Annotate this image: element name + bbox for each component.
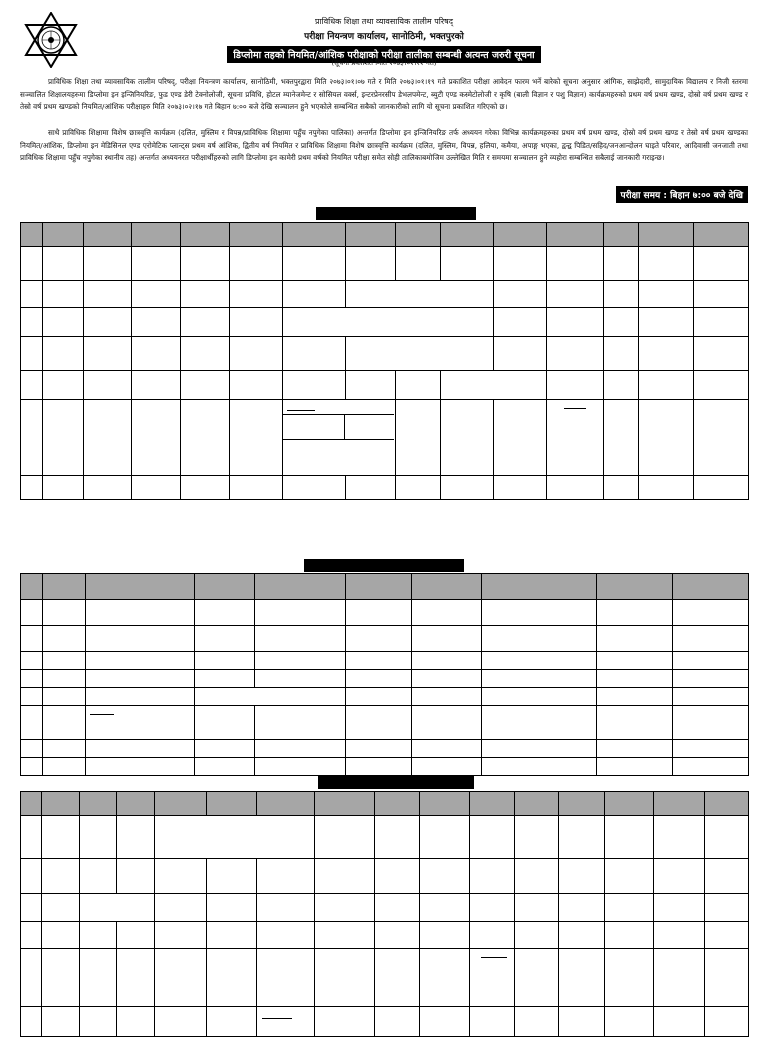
table-row	[21, 337, 749, 371]
table-row	[21, 688, 749, 706]
notice-paragraph-2: साथै प्राविधिक शिक्षामा विशेष छात्रवृत्ति कार्यक्रम (दलित, मुस्लिम र विपन्न/प्राविधिक शिक्षामा पहुँच नपुगेका पालिका) अन्तर्गत डिप्लोमा इन इन्जिनियरिङ तर्फ अध्ययन गरेका विभिन्न कार्यक्रमहरुका प्रथम वर्ष प्रथम खण्ड, दोस्रो वर्ष प्रथम खण्ड र तेस्रो वर्ष प्रथम खण्डका नियमित/आंशिक, डिप्लोमा इन मेडिसिनल एण्ड एरोमेटिक प्लान्ट्स प्रथम वर्ष आंशिक, द्वितीय वर्ष नियमित र प्राविधिक शिक्षामा विशेष छात्रवृत्ति कार्यक्रम (दलित, मुस्लिम, विपन्न, हलिया, कमैया, अपाङ्ग भएका, द्वन्द्व पिडित/सहिद/जनआन्दोलन घाइते परिवार, आदिवासी जनजाती तथा प्राविधिक शिक्षामा पहुँच नपुगेका स्थानीय तह) अन्तर्गत अध्ययनरत परीक्षार्थीहरुको लागि डिप्लोमा इन कामेरी प्रथम वर्षको नियमित परीक्षा समेत सोही तालिकाबमोजिम उल्लेखित मिति र समयमा सञ्चालन हुने व्यहोरा सम्बन्धित सबैलाई जानकारी गराइन्छ।	[20, 128, 748, 162]
table-row	[21, 1007, 749, 1037]
office-line: परीक्षा नियन्त्रण कार्यालय, सानोठिमी, भक्तपुरको	[304, 32, 464, 42]
table-row	[21, 816, 749, 859]
table-row	[21, 740, 749, 758]
dash-mark	[90, 714, 114, 715]
dash-mark	[262, 1018, 292, 1019]
table-row	[21, 706, 749, 740]
cell-divider	[344, 414, 345, 439]
table-row	[21, 371, 749, 400]
exam-schedule-table-2	[20, 573, 749, 776]
dash-mark	[287, 410, 315, 411]
cell-divider	[282, 439, 394, 440]
table-row	[21, 574, 749, 600]
table-1-title-bar	[316, 207, 476, 220]
cell-divider	[282, 414, 394, 415]
table-row	[21, 758, 749, 776]
table-row	[21, 859, 749, 894]
notice-paragraph-1: प्राविधिक शिक्षा तथा व्यावसायिक तालीम परिषद्, परीक्षा नियन्त्रण कार्यालय, सानोठिमी, भक्तपुरद्वारा मिति २०७३।०१।०७ गते र मिति २०७३।०१।१९ गते प्रकाशित परीक्षा आवेदन फारम भर्ने बारेको सूचना अनुसार आंगिक, साझेदारी, सामुदायिक विद्यालय र निजी स्तरमा सञ्चालित शिक्षालयहरुमा डिप्लोमा इन इन्जिनियरिङ, फुड एण्ड डेरी टेक्नोलोजी, सूचना प्रविधि, होटल म्यानेजमेन्ट र सोसियल वर्क्स, इन्टरप्रेनरसीप डेभलपमेन्ट, ब्युटी एण्ड कस्मेटोलोजी र कृषि (बाली विज्ञान र पशु विज्ञान) कार्यक्रमहरुको प्रथम वर्ष प्रथम खण्ड, दोस्रो वर्ष प्रथम खण्ड र तेस्रो वर्ष प्रथम खण्डको नियमित/आंशिक परीक्षाहरु मिति २०७३।०२।१७ गते बिहान ७:०० बजे देखि सञ्चालन हुने भएकोले सम्बन्धित सबैको जानकारीको लागि यो सूचना प्रकाशित गरिएको छ।	[20, 77, 748, 111]
table-row	[21, 223, 749, 247]
table-row	[21, 308, 749, 337]
table-row	[21, 400, 749, 476]
exam-schedule-table-3	[20, 791, 749, 1037]
dash-mark	[564, 408, 586, 409]
table-row	[21, 600, 749, 626]
table-row	[21, 281, 749, 308]
exam-schedule-table-1	[20, 222, 749, 500]
table-row	[21, 949, 749, 1007]
exam-time-box: परीक्षा समय : बिहान ७:०० बजे देखि	[616, 186, 749, 203]
table-row	[21, 247, 749, 281]
table-row	[21, 922, 749, 949]
dash-mark	[481, 957, 507, 958]
table-row	[21, 652, 749, 670]
table-2-title-bar	[304, 559, 464, 572]
table-row	[21, 792, 749, 816]
table-3-title-bar	[318, 776, 474, 789]
notice-title: डिप्लोमा तहको नियमित/आंशिक परीक्षाको परीक्षा तालीका सम्बन्धी अत्यन्त जरुरी सूचना	[227, 46, 540, 63]
table-row	[21, 476, 749, 500]
table-row	[21, 626, 749, 652]
published-date: (सूचना प्रकाशित मिति २०७३।०२।१२ गते)	[331, 59, 437, 67]
table-row	[21, 894, 749, 922]
table-row	[21, 670, 749, 688]
council-name: प्राविधिक शिक्षा तथा व्यावसायिक तालीम परिषद्	[315, 17, 453, 26]
